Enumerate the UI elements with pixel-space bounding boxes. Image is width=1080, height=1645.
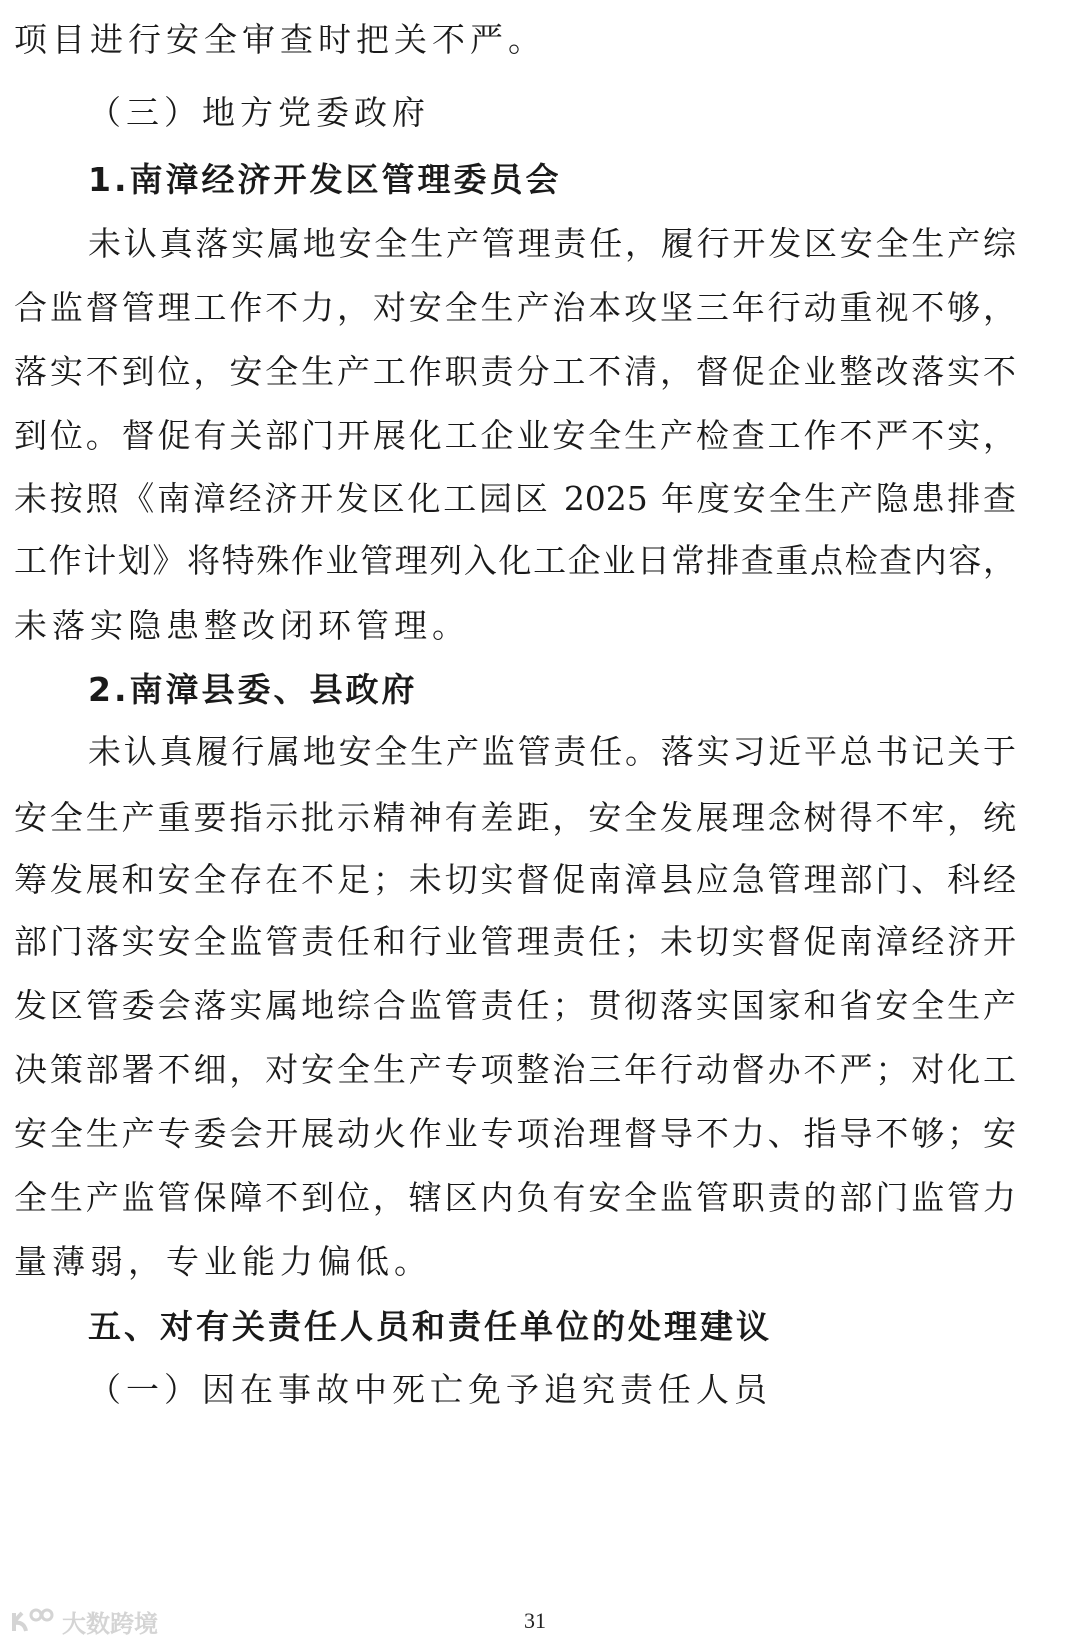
text-line: 部门落实安全监管责任和行业管理责任；未切实督促南漳经济开 xyxy=(14,922,1016,961)
text-line: 未落实隐患整改闭环管理。 xyxy=(14,606,470,645)
page-number: 31 xyxy=(524,1608,546,1633)
text-line: 全生产监管保障不到位，辖区内负有安全监管职责的部门监管力 xyxy=(14,1178,1016,1217)
text-line: 量薄弱，专业能力偏低。 xyxy=(14,1242,432,1281)
watermark-logo xyxy=(10,1604,158,1639)
section-heading: 2.南漳县委、县政府 xyxy=(88,670,418,709)
text-line: 工作计划》将特殊作业管理列入化工企业日常排查重点检查内容， xyxy=(14,541,1016,580)
text-line: 落实不到位，安全生产工作职责分工不清，督促企业整改落实不 xyxy=(14,352,1016,391)
text-line: 未按照《南漳经济开发区化工园区 2025 年度安全生产隐患排查 xyxy=(14,479,1016,518)
section-heading: （三）地方党委政府 xyxy=(88,93,430,132)
text-line: 筹发展和安全存在不足；未切实督促南漳县应急管理部门、科经 xyxy=(14,860,1016,899)
text-line: 项目进行安全审查时把关不严。 xyxy=(14,20,546,59)
text-line: 到位。督促有关部门开展化工企业安全生产检查工作不严不实， xyxy=(14,416,1016,455)
section-heading: （一）因在事故中死亡免予追究责任人员 xyxy=(88,1370,772,1409)
text-line: 合监督管理工作不力，对安全生产治本攻坚三年行动重视不够， xyxy=(14,288,1016,327)
text-line: 安全生产专委会开展动火作业专项治理督导不力、指导不够；安 xyxy=(14,1114,1016,1153)
text-line: 未认真落实属地安全生产管理责任，履行开发区安全生产综 xyxy=(88,224,1016,263)
watermark-text: 大数跨境 xyxy=(62,1610,158,1638)
text-line: 未认真履行属地安全生产监管责任。落实习近平总书记关于 xyxy=(88,732,1016,771)
text-line: 决策部署不细，对安全生产专项整治三年行动督办不严；对化工 xyxy=(14,1050,1016,1089)
text-line: 安全生产重要指示批示精神有差距，安全发展理念树得不牢，统 xyxy=(14,798,1016,837)
watermark-icon xyxy=(10,1607,54,1637)
section-heading: 五、对有关责任人员和责任单位的处理建议 xyxy=(88,1307,772,1346)
section-heading: 1.南漳经济开发区管理委员会 xyxy=(88,160,562,199)
text-line: 发区管委会落实属地综合监管责任；贯彻落实国家和省安全生产 xyxy=(14,986,1016,1025)
